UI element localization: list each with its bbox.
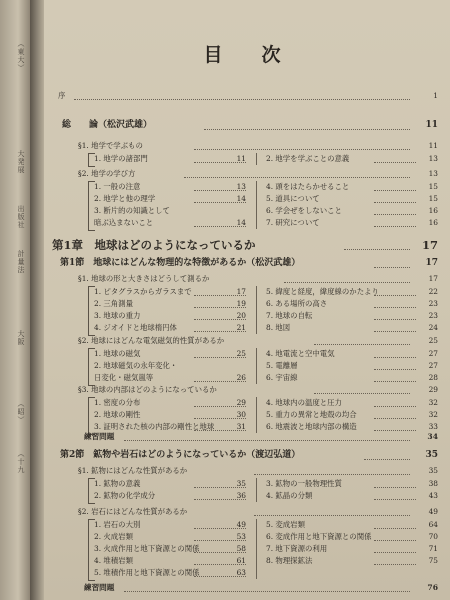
- item-label: 4. 鉱晶の分類: [266, 491, 313, 500]
- entry-label: §1. 地学で学ぶもの: [78, 141, 143, 150]
- item-page: 16: [428, 206, 438, 215]
- dot-leader: [374, 551, 416, 553]
- dot-leader: [374, 527, 416, 529]
- item-page: 53: [236, 532, 246, 541]
- item-label: 暗ぶ込まないこと: [94, 218, 154, 227]
- toc-item-row: [44, 543, 450, 555]
- toc-item-row: [44, 217, 450, 229]
- toc-exercise: [44, 582, 450, 594]
- item-page: 70: [428, 532, 438, 541]
- entry-label: 練習問題: [84, 583, 115, 592]
- item-page: 14: [236, 194, 246, 203]
- toc-item-row: [44, 193, 450, 205]
- toc-item-row: [44, 490, 450, 502]
- item-label: 4. ジオイドと地球楕円体: [94, 323, 177, 332]
- item-label: 6. ある場所の高さ: [266, 299, 328, 308]
- dot-leader: [374, 539, 416, 541]
- dot-leader: [194, 148, 410, 150]
- item-label: 5. 変成岩類: [266, 520, 305, 529]
- dot-leader: [124, 590, 410, 592]
- item-label: 6. 地震波と地球内部の構造: [266, 422, 357, 431]
- item-label: 日変化・磁気嵐等: [94, 373, 154, 382]
- margin-fragment: （東大）: [17, 40, 25, 72]
- item-page: 13: [428, 154, 438, 163]
- item-page: 15: [428, 182, 438, 191]
- dot-leader: [374, 225, 416, 227]
- item-label: 4. 頭をはたらかせること: [266, 182, 350, 191]
- left-page-edge: [0, 0, 30, 600]
- item-label: 6. 変成作用と地下資源との関係: [266, 532, 372, 541]
- entry-page: 49: [428, 507, 438, 516]
- item-label: 3. 地球の重力: [94, 311, 141, 320]
- dot-leader: [374, 417, 416, 419]
- item-page: 15: [428, 194, 438, 203]
- entry-label: 第1節 地球にはどんな物理的な特徴があるか（松沢武雄）: [60, 258, 301, 268]
- item-page: 16: [428, 218, 438, 227]
- entry-page: 17: [425, 258, 438, 268]
- dot-leader: [374, 486, 416, 488]
- dot-leader: [314, 392, 410, 394]
- dot-leader: [374, 294, 416, 296]
- toc-item-row: [44, 286, 450, 298]
- entry-label: §3. 地球の内部はどのようになっているか: [78, 385, 217, 394]
- item-bracket: [88, 286, 95, 336]
- item-label: 4. 堆積岩類: [94, 556, 133, 565]
- item-label: 5. 電離層: [266, 361, 298, 370]
- item-page: 20: [236, 311, 246, 320]
- item-page: 32: [428, 398, 438, 407]
- toc-item-row: [44, 372, 450, 384]
- item-bracket: [88, 153, 95, 167]
- toc-item-row: [44, 567, 450, 579]
- item-page: 63: [236, 568, 246, 577]
- entry-page: 17: [428, 274, 438, 283]
- dot-leader: [374, 189, 416, 191]
- item-page: 58: [236, 544, 246, 553]
- entry-label: §1. 鉱物にはどんな性質があるか: [78, 466, 188, 475]
- item-bracket: [88, 397, 95, 435]
- dot-leader: [374, 318, 416, 320]
- item-label: 1. 一般の注意: [94, 182, 141, 191]
- item-page: 35: [236, 479, 246, 488]
- toc-subsection: [44, 273, 450, 285]
- toc-item-row: [44, 360, 450, 372]
- item-page: 38: [428, 479, 438, 488]
- dot-leader: [184, 176, 410, 178]
- column-divider: [256, 348, 257, 384]
- page-title: 目 次: [203, 44, 291, 66]
- entry-label: §1. 地球の形と大きさはどうして測るか: [78, 274, 210, 283]
- item-bracket: [88, 181, 95, 231]
- toc-section: [44, 448, 450, 462]
- item-label: 1. 地球の磁気: [94, 349, 141, 358]
- item-page: 75: [428, 556, 438, 565]
- item-label: 5. 緯度と経度，緯度線のかたより: [266, 287, 379, 296]
- toc-item-row: [44, 298, 450, 310]
- margin-fragment: 大阪: [17, 330, 25, 346]
- toc-item-row: [44, 205, 450, 217]
- item-bracket: [88, 478, 95, 504]
- toc-chapter: [44, 237, 450, 253]
- dot-leader: [284, 281, 410, 283]
- entry-label: 第1章 地球はどのようになっているか: [52, 238, 256, 252]
- item-page: 29: [236, 398, 246, 407]
- dot-leader: [374, 405, 416, 407]
- item-bracket: [88, 348, 95, 386]
- entry-label: 練習問題: [84, 432, 115, 441]
- entry-page: 34: [427, 432, 438, 441]
- item-label: 1. 地学の諸部門: [94, 154, 148, 163]
- column-divider: [256, 519, 257, 579]
- item-page: 22: [428, 287, 438, 296]
- item-label: 1. 密度の分布: [94, 398, 141, 407]
- item-label: 1. 鉱物の意義: [94, 479, 141, 488]
- toc-item-row: [44, 348, 450, 360]
- dot-leader: [374, 356, 416, 358]
- item-label: 3. 鉱物の一般物理性質: [266, 479, 342, 488]
- item-label: 5. 道具について: [266, 194, 320, 203]
- toc-item-row: [44, 310, 450, 322]
- column-divider: [256, 153, 257, 165]
- item-label: 7. 研究について: [266, 218, 320, 227]
- entry-page: 17: [421, 238, 438, 252]
- margin-fragment: （十九: [17, 450, 25, 474]
- margin-fragment: 出版社: [17, 205, 25, 229]
- item-page: 30: [236, 410, 246, 419]
- margin-fragment: 大発展: [17, 150, 25, 174]
- item-label: 1. 岩石の大別: [94, 520, 141, 529]
- dot-leader: [74, 98, 410, 100]
- item-page: 27: [428, 361, 438, 370]
- item-page: 23: [428, 311, 438, 320]
- toc-item-row: [44, 181, 450, 193]
- dot-leader: [374, 498, 416, 500]
- item-page: 49: [236, 520, 246, 529]
- item-label: 1. ピタグラスからガラスまで: [94, 287, 192, 296]
- item-label: 2. 鉱物の化学成分: [94, 491, 156, 500]
- toc-exercise: [44, 431, 450, 443]
- toc-subsection: [44, 168, 450, 180]
- toc-page: [44, 0, 450, 600]
- dot-leader: [254, 473, 410, 475]
- entry-label: §2. 地学の学び方: [78, 169, 136, 178]
- item-page: 23: [428, 299, 438, 308]
- entry-label: 総 論（松沢武雄）: [62, 120, 153, 130]
- dot-leader: [374, 330, 416, 332]
- item-label: 2. 火成岩類: [94, 532, 133, 541]
- toc-section: [44, 256, 450, 270]
- toc-item-row: [44, 478, 450, 490]
- entry-page: 11: [428, 141, 438, 150]
- toc-item-row: [44, 409, 450, 421]
- item-label: 4. 地球内の温度と圧力: [266, 398, 342, 407]
- item-page: 25: [236, 349, 246, 358]
- dot-leader: [374, 563, 416, 565]
- dot-leader: [254, 514, 410, 516]
- column-divider: [256, 478, 257, 502]
- item-page: 14: [236, 218, 246, 227]
- item-page: 21: [236, 323, 246, 332]
- entry-page: 29: [428, 385, 438, 394]
- entry-label: 序: [58, 91, 66, 100]
- item-label: 6. 学会ぜをしないこと: [266, 206, 342, 215]
- toc-subsection: [44, 506, 450, 518]
- item-label: 7. 地下資源の利用: [266, 544, 328, 553]
- toc-preface: [44, 90, 450, 102]
- dot-leader: [314, 343, 410, 345]
- item-label: 8. 物理探鉱法: [266, 556, 313, 565]
- dot-leader: [364, 458, 410, 460]
- entry-page: 35: [425, 450, 438, 460]
- item-bracket: [88, 519, 95, 581]
- toc-item-row: [44, 153, 450, 165]
- toc-item-row: [44, 322, 450, 334]
- dot-leader: [204, 128, 410, 130]
- item-label: 2. 地球磁気の永年変化・: [94, 361, 178, 370]
- item-page: 19: [236, 299, 246, 308]
- entry-label: §2. 地球にはどんな電気磁気的性質があるか: [78, 336, 225, 345]
- item-page: 13: [236, 182, 246, 191]
- margin-fragment: 計量法: [17, 250, 25, 274]
- item-page: 11: [236, 154, 246, 163]
- item-page: 33: [428, 422, 438, 431]
- toc-item-row: [44, 397, 450, 409]
- toc-subsection: [44, 465, 450, 477]
- item-label: 6. 宇宙線: [266, 373, 298, 382]
- entry-page: 1: [433, 91, 438, 100]
- entry-page: 11: [425, 120, 438, 130]
- dot-leader: [374, 306, 416, 308]
- entry-label: 第2節 鉱物や岩石はどのようになっているか（渡辺弘道）: [60, 450, 301, 460]
- item-page: 36: [236, 491, 246, 500]
- toc-subsection: [44, 335, 450, 347]
- entry-page: 76: [427, 583, 438, 592]
- item-label: 7. 地球の自転: [266, 311, 313, 320]
- dot-leader: [374, 368, 416, 370]
- dot-leader: [374, 201, 416, 203]
- item-page: 31: [236, 422, 246, 431]
- item-label: 2. 三角測量: [94, 299, 133, 308]
- column-divider: [256, 397, 257, 433]
- item-page: 26: [236, 373, 246, 382]
- item-page: 17: [236, 287, 246, 296]
- dot-leader: [124, 439, 410, 441]
- margin-fragment: （昭）: [17, 400, 25, 424]
- toc-item-row: [44, 519, 450, 531]
- item-page: 28: [428, 373, 438, 382]
- entry-page: 35: [428, 466, 438, 475]
- dot-leader: [374, 266, 410, 268]
- item-label: 2. 地学と他の理学: [94, 194, 156, 203]
- entry-page: 25: [428, 336, 438, 345]
- item-page: 32: [428, 410, 438, 419]
- item-label: 4. 地電流と空中電気: [266, 349, 335, 358]
- item-page: 71: [428, 544, 438, 553]
- entry-page: 13: [428, 169, 438, 178]
- item-label: 5. 重力の異常と地殻の均合: [266, 410, 357, 419]
- item-page: 43: [428, 491, 438, 500]
- item-page: 27: [428, 349, 438, 358]
- dot-leader: [374, 213, 416, 215]
- toc-item-row: [44, 555, 450, 567]
- entry-label: §2. 岩石にはどんな性質があるか: [78, 507, 188, 516]
- item-label: 3. 証明された核の内部の剛性と地球: [94, 422, 215, 431]
- item-label: 3. 断片的の知識として: [94, 206, 170, 215]
- item-page: 24: [428, 323, 438, 332]
- toc-subsection: [44, 384, 450, 396]
- item-page: 64: [428, 520, 438, 529]
- book-gutter: [30, 0, 44, 600]
- toc-item-row: [44, 531, 450, 543]
- toc-subsection: [44, 140, 450, 152]
- item-label: 3. 火成作用と地下資源との関係: [94, 544, 200, 553]
- item-label: 2. 地学を学ぶことの意義: [266, 154, 350, 163]
- toc-intro: [44, 118, 450, 132]
- column-divider: [256, 181, 257, 229]
- dot-leader: [374, 161, 416, 163]
- item-page: 61: [236, 556, 246, 565]
- column-divider: [256, 286, 257, 334]
- item-label: 5. 堆積作用と地下資源との関係: [94, 568, 200, 577]
- dot-leader: [374, 380, 416, 382]
- dot-leader: [344, 248, 410, 250]
- item-label: 8. 地図: [266, 323, 291, 332]
- item-label: 2. 地球の剛性: [94, 410, 141, 419]
